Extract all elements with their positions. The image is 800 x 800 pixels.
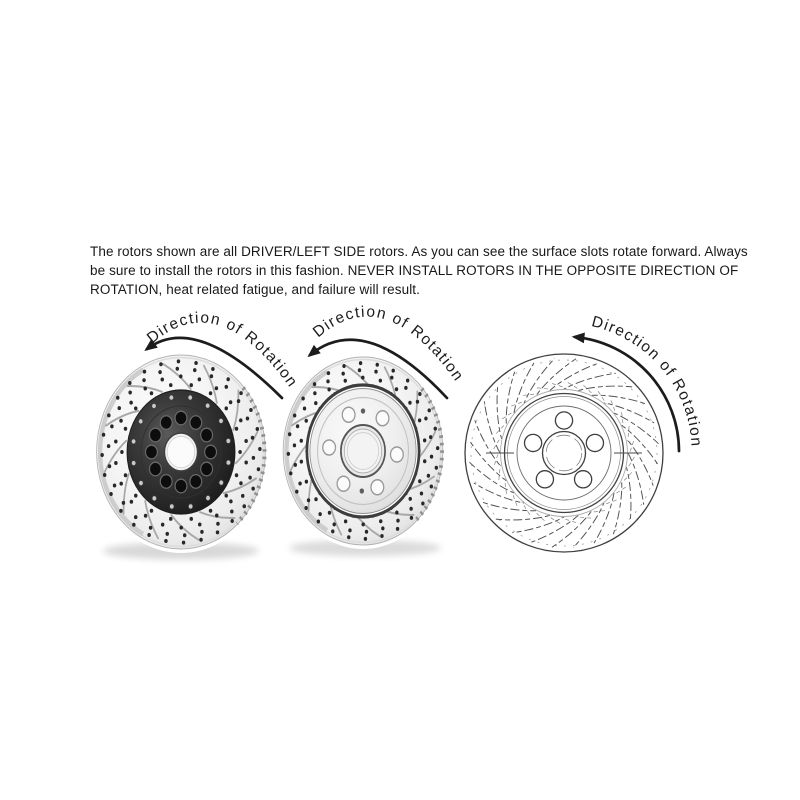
rotor-middle-drilled-slotted (280, 353, 447, 549)
hub-hat (307, 385, 419, 517)
center-bore (543, 432, 586, 475)
instruction-line-1: The rotors shown are all DRIVER/LEFT SIDE rotors. As you can see the surface slots rotate forward. Always (90, 244, 748, 259)
instruction-line-3: ROTATION, heat related fatigue, and failure will result. (90, 282, 420, 297)
rotor-right-curved-slot-line-drawing (465, 354, 663, 552)
rotation-label-right: Direction of Rotation (589, 313, 705, 448)
rotor-left-drilled-slotted-black-hat (93, 351, 269, 553)
hub-hat (127, 390, 235, 514)
rotation-label-middle: Direction of Rotation (309, 303, 468, 385)
rotation-label-left: Direction of Rotation (143, 309, 302, 391)
instruction-line-2: be sure to install the rotors in this fashion. NEVER INSTALL ROTORS IN THE OPPOSITE DIRECTION OF (90, 263, 739, 278)
